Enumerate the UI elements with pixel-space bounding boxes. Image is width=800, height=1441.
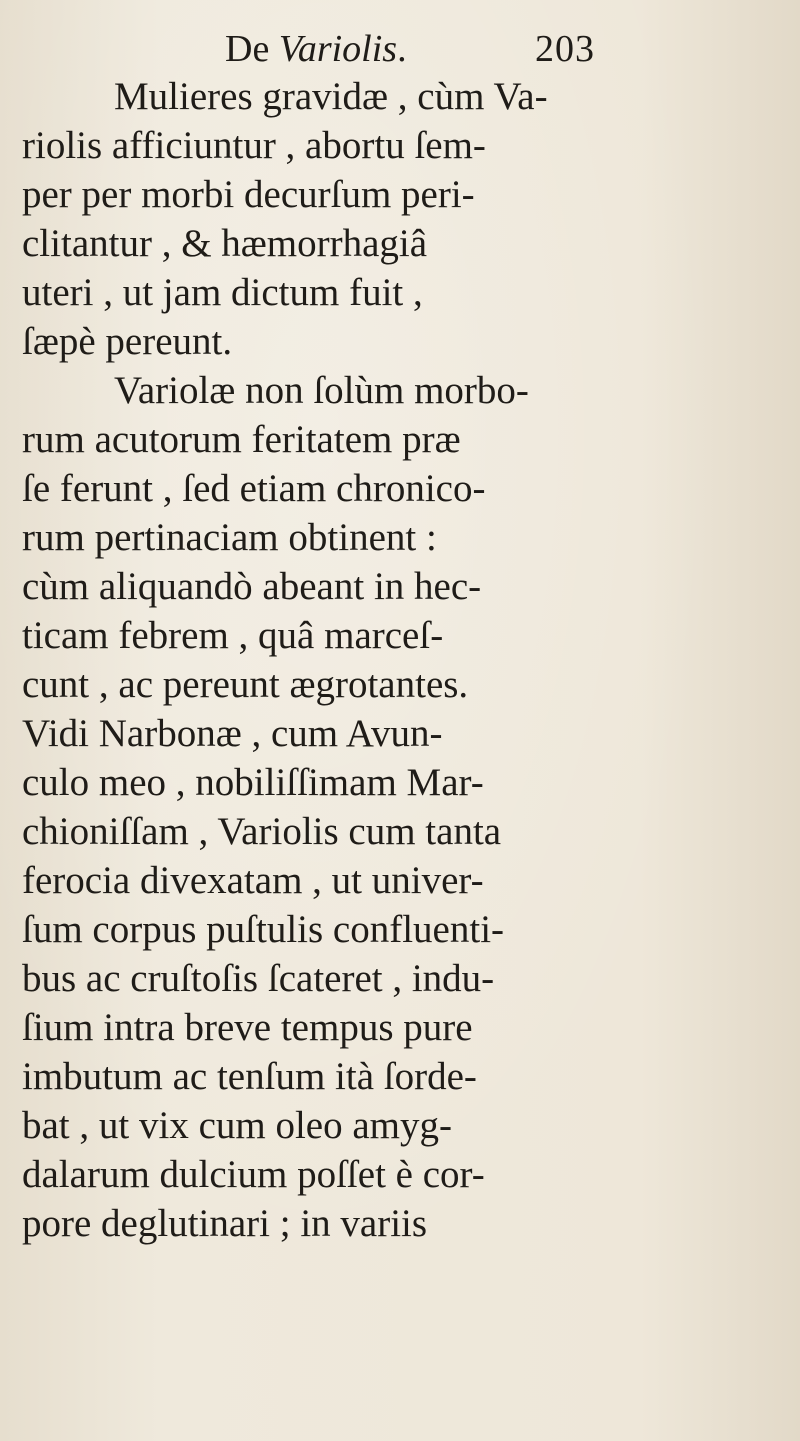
- page-header: [225, 24, 725, 74]
- text-line: clitantur , & hæmorrhagiâ: [22, 222, 428, 265]
- text-line: rum acutorum feritatem præ: [22, 418, 461, 461]
- text-line: per per morbi decurſum peri-: [22, 173, 475, 216]
- text-line: bat , ut vix cum oleo amyg-: [22, 1104, 452, 1147]
- text-line: ſæpè pereunt.: [22, 320, 233, 363]
- text-line: ticam febrem , quâ marceſ-: [22, 614, 444, 657]
- text-line: ferocia divexatam , ut univer-: [22, 859, 484, 902]
- running-title: De Variolis.: [225, 28, 407, 70]
- text-line: rum pertinaciam obtinent :: [22, 516, 437, 559]
- text-line: uteri , ut jam dictum fuit ,: [22, 271, 423, 314]
- text-line: bus ac cruſtoſis ſcateret , indu-: [22, 957, 495, 1000]
- text-line: imbutum ac tenſum ità ſorde-: [22, 1055, 477, 1098]
- text-line: Mulieres gravidæ , cùm Va-: [114, 75, 548, 118]
- text-line: ſe ferunt , ſed etiam chronico-: [22, 467, 486, 510]
- text-line: ſum corpus puſtulis confluenti-: [22, 908, 505, 951]
- text-line: ſium intra breve tempus pure: [22, 1006, 473, 1049]
- body-text: [22, 72, 792, 1248]
- page-number: 203: [535, 28, 595, 70]
- text-line: Vidi Narbonæ , cum Avun-: [22, 712, 443, 755]
- text-line: culo meo , nobiliſſimam Mar-: [22, 761, 484, 804]
- text-line: dalarum dulcium poſſet è cor-: [22, 1153, 485, 1196]
- text-line: chioniſſam , Variolis cum tanta: [22, 810, 502, 853]
- running-title-italic: Variolis: [278, 28, 398, 70]
- text-line: pore deglutinari ; in variis: [22, 1202, 428, 1245]
- text-line: riolis afficiuntur , abortu ſem-: [22, 124, 486, 167]
- text-line: Variolæ non ſolùm morbo-: [114, 369, 529, 412]
- text-line: cunt , ac pereunt ægrotantes.: [22, 663, 469, 706]
- text-line: cùm aliquandò abeant in hec-: [22, 565, 482, 608]
